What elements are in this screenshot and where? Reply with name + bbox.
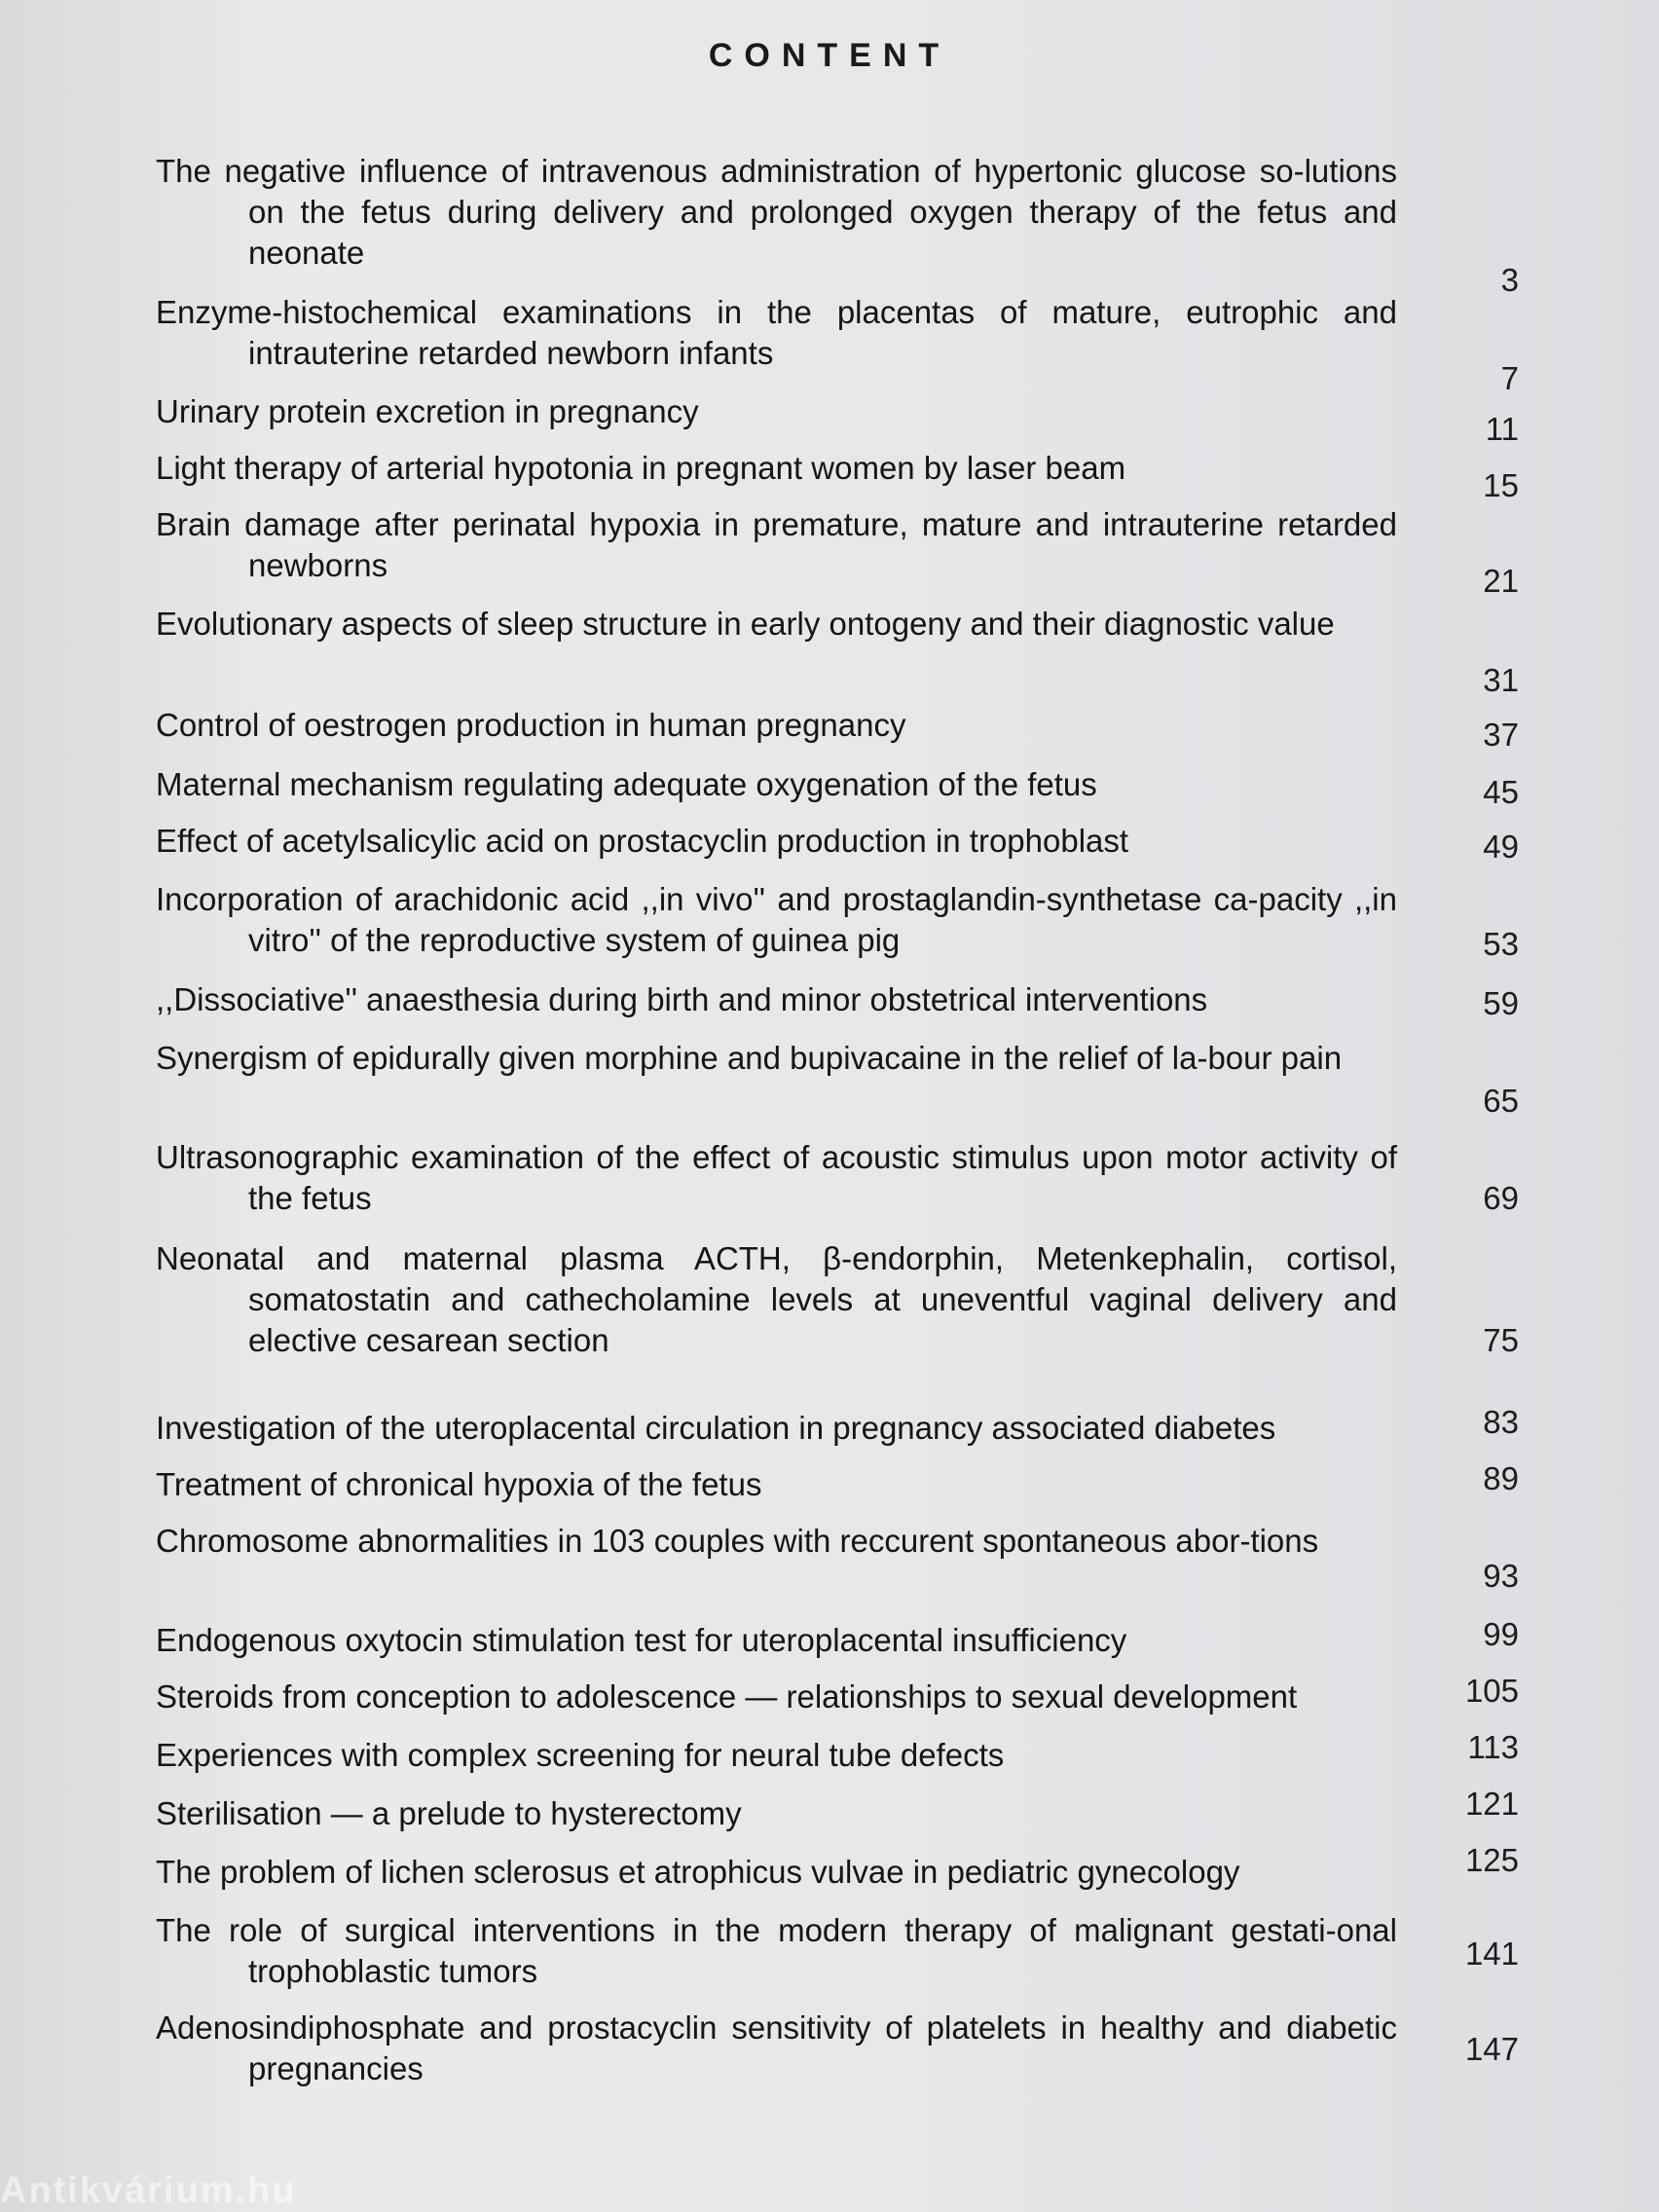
page-title: CONTENT — [708, 37, 951, 74]
toc-entry-title: Control of oestrogen production in human pregnancy — [156, 707, 906, 743]
toc-entry-page: 147 — [1464, 2031, 1519, 2067]
toc-entry-page: 49 — [1483, 829, 1519, 865]
toc-entry — [156, 879, 1519, 963]
toc-entry — [156, 1842, 1519, 1899]
toc-entry — [156, 1616, 1519, 1667]
toc-entry-title: Enzyme-histochemical examinations in the placentas of mature, eutrophic and intrauterine retarded newborn infants — [156, 294, 1397, 371]
toc-entry-title: Effect of acetylsalicylic acid on prostacyclin production in trophoblast — [156, 823, 1129, 859]
toc-entry-page: 125 — [1464, 1842, 1519, 1878]
toc-entry-title: Neonatal and maternal plasma ACTH, β-endorphin, Metenkephalin, cortisol, somatostatin and cathecholamine levels at uneventful vaginal delivery and elective cesarean section — [156, 1240, 1397, 1358]
toc-entry — [156, 1910, 1519, 1994]
toc-entry — [156, 1404, 1519, 1455]
toc-entry-title: Maternal mechanism regulating adequate oxygenation of the fetus — [156, 766, 1097, 802]
toc-entry-page: 83 — [1483, 1404, 1519, 1440]
toc-entry-page: 37 — [1483, 717, 1519, 753]
toc-entry — [156, 391, 1519, 447]
toc-entry — [156, 1460, 1519, 1511]
toc-entry-title: Urinary protein excretion in pregnancy — [156, 393, 699, 429]
toc-entry-title: Experiences with complex screening for neural tube defects — [156, 1737, 1005, 1773]
toc-entry-page: 31 — [1483, 662, 1519, 698]
toc-entry — [156, 979, 1519, 1026]
toc-entry — [156, 604, 1519, 698]
toc-entry — [156, 1786, 1519, 1840]
toc-entry — [156, 1521, 1519, 1604]
toc-entry-page: 59 — [1483, 985, 1519, 1021]
toc-entry-title: Sterilisation — a prelude to hysterectomy — [156, 1795, 742, 1831]
toc-entry-page: 99 — [1483, 1616, 1519, 1652]
toc-entry-title: ,,Dissociative'' anaesthesia during birth and minor obstetrical interventions — [156, 981, 1208, 1017]
toc-entry — [156, 151, 1519, 298]
toc-entry-title: Steroids from conception to adolescence — relationships to sexual development — [156, 1678, 1298, 1714]
toc-entry-title: Brain damage after perinatal hypoxia in premature, mature and intrauterine retarded newborns — [156, 506, 1397, 583]
toc-entry-page: 75 — [1483, 1322, 1519, 1358]
toc-entry — [156, 705, 1519, 752]
toc-entry — [156, 821, 1519, 867]
toc-entry-title: Treatment of chronical hypoxia of the fetus — [156, 1466, 762, 1502]
toc-entry-title: Investigation of the uteroplacental circulation in pregnancy associated diabetes — [156, 1410, 1276, 1446]
toc-entry-page: 15 — [1483, 467, 1519, 503]
toc-entry-page: 7 — [1500, 360, 1519, 396]
toc-entry — [156, 1038, 1519, 1122]
toc-entry-title: Chromosome abnormalities in 103 couples with reccurent spontaneous abor-tions — [156, 1523, 1319, 1559]
toc-entry-title: Adenosindiphosphate and prostacyclin sensitivity of platelets in healthy and diabetic pregnancies — [156, 2009, 1397, 2086]
toc-entry-page: 121 — [1464, 1786, 1519, 1822]
toc-entry-page: 113 — [1467, 1729, 1519, 1765]
toc-entry-title: The negative influence of intravenous administration of hypertonic glucose so-lutions on the fetus during delivery and prolonged oxygen therapy of the fetus and neonate — [156, 153, 1397, 271]
toc-entry-title: Ultrasonographic examination of the effect of acoustic stimulus upon motor activity of the fetus — [156, 1139, 1397, 1216]
toc-entry — [156, 504, 1519, 599]
toc-entry — [156, 292, 1519, 396]
toc-entry-page: 53 — [1483, 926, 1519, 962]
toc-entry-page: 105 — [1464, 1673, 1519, 1709]
toc-entry-title: Light therapy of arterial hypotonia in pregnant women by laser beam — [156, 450, 1126, 486]
watermark: Antikvárium.hu — [0, 2170, 297, 2211]
toc-entry-page: 69 — [1483, 1180, 1519, 1216]
toc-entry-title: Synergism of epidurally given morphine and bupivacaine in the relief of la-bour pain — [156, 1040, 1343, 1076]
toc-entry-title: The role of surgical interventions in the modern therapy of malignant gestati-onal trophoblastic tumors — [156, 1912, 1397, 1989]
toc-entry-page: 45 — [1483, 774, 1519, 810]
toc-entry-page: 21 — [1483, 563, 1519, 599]
toc-entry — [156, 2008, 1519, 2091]
toc-entry — [156, 1238, 1519, 1365]
toc-entry-page: 65 — [1483, 1083, 1519, 1119]
toc-entry — [156, 1673, 1519, 1723]
toc-entry-page: 89 — [1483, 1460, 1519, 1496]
toc-entry — [156, 448, 1519, 503]
toc-entry-title: Endogenous oxytocin stimulation test for uteroplacental insufficiency — [156, 1622, 1127, 1658]
toc-entry-page: 141 — [1464, 1936, 1519, 1972]
toc-entry-page: 3 — [1500, 262, 1519, 298]
toc-entry-title: Incorporation of arachidonic acid ,,in vivo'' and prostaglandin-synthetase ca-pacity ,,in vitro'' of the reproductive system of guinea pig — [156, 881, 1397, 958]
toc-entry-title: The problem of lichen sclerosus et atrophicus vulvae in pediatric gynecology — [156, 1854, 1240, 1890]
toc-entry-title: Evolutionary aspects of sleep structure in early ontogeny and their diagnostic value — [156, 606, 1335, 642]
toc-entry-page: 93 — [1483, 1558, 1519, 1594]
toc-entry — [156, 1729, 1519, 1782]
toc-entry-page: 11 — [1485, 411, 1519, 447]
toc-entry — [156, 1137, 1519, 1221]
toc-entry — [156, 764, 1519, 811]
